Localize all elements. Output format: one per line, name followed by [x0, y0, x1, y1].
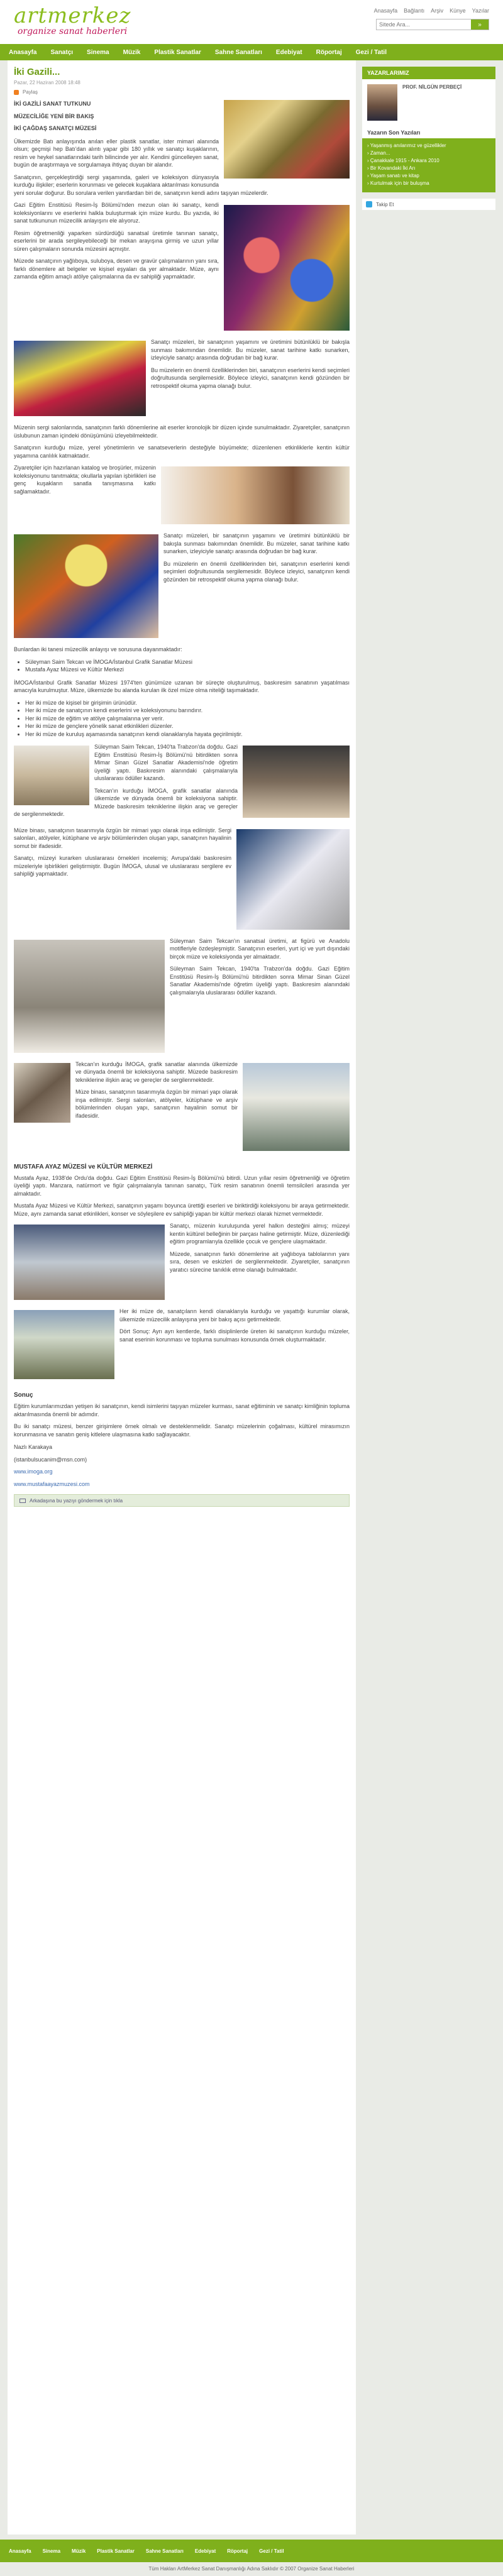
paragraph: Sanatçı, müzeyi kurarken uluslararası örnekleri incelemiş; Avrupa'daki baskıresim müzeleriyle işbirlikleri geliştirmiştir. Bugün İMOGA, ulusal ve uluslararası sergilere ev sahipliği yapmaktadır.: [14, 855, 231, 877]
list-item: • Her iki müze de kuruluş aşamasında sanatçının kendi olanaklarıyla hayata geçirilmiştir.: [25, 730, 350, 739]
paragraph: Mustafa Ayaz, 1938'de Ordu'da doğdu. Gazi Eğitim Enstitüsü Resim-İş Bölümü'nü bitirdi. Uzun yıllar resim öğretmenliği ve öğretim üyeliği yaptı. Manzara, natürmort ve figür çalışmalarıyla tanınan sanatçı, Türk resim sanatının önemli temsilcileri arasında yer almaktadır.: [14, 1174, 350, 1197]
top-links: [374, 8, 489, 14]
footer-link[interactable]: Sahne Sanatları: [145, 2548, 184, 2554]
footer-link[interactable]: Röportaj: [227, 2548, 248, 2554]
list-item: • Süleyman Saim Tekcan ve İMOGA/İstanbul Grafik Sanatlar Müzesi: [25, 658, 350, 666]
article-image: [243, 1063, 350, 1151]
paragraph: Süleyman Saim Tekcan'ın sanatsal üretimi, at figürü ve Anadolu motifleriyle özdeşleşmiştir. Sanatçının eserleri, yurt içi ve yurt dışındaki birçok müze ve koleksiyonda yer almaktadır.: [170, 937, 350, 960]
paragraph: Süleyman Saim Tekcan, 1940'ta Trabzon'da doğdu. Gazi Eğitim Enstitüsü Resim-İş Bölümü'nü bitirdikten sonra Mimar Sinan Güzel Sanatlar Akademisi'nde öğretim üyeliği yaptı. Baskıresim alanındaki çalışmalarıyla uluslararası ödüller kazandı.: [94, 744, 238, 781]
top-link[interactable]: Anasayfa: [373, 8, 398, 14]
paragraph: Tekcan'ın kurduğu İMOGA, grafik sanatlar alanında ülkemizde ve dünyada önemli bir koleksiyona sahiptir. Müzede baskıresim tekniklerine ilişkin araç ve gereçler de sergilenmektedir.: [14, 787, 238, 817]
nav-item-plastik-sanatlar[interactable]: Plastik Sanatlar: [154, 48, 201, 56]
conclusion-heading: Sonuç: [14, 1392, 33, 1399]
share-icon[interactable]: [14, 90, 19, 95]
nav-item-sahne-sanatlari[interactable]: Sahne Sanatları: [214, 48, 262, 56]
twitter-label: Takip Et: [376, 201, 394, 207]
nav-item-gezi-tatil[interactable]: Gezi / Tatil: [355, 48, 387, 56]
paragraph: Eğitim kurumlarımızdan yetişen iki sanatçının, kendi isimlerini taşıyan müzeler kurması, sanat eğitiminin ve sanatçı kimliğinin topluma aktarılmasında önemli bir adımdır.: [14, 1403, 350, 1417]
paragraph: Sanatçı müzeleri, bir sanatçının yaşamını ve üretimini bütünlüklü bir bakışla sunması bakımından önemlidir. Bu müzeler, sanat tarihine katkı sunarken, izleyiciyle sanatçı arasında doğrudan bir bağ kurar.: [163, 532, 350, 554]
author-box: [362, 67, 495, 192]
article-image: [14, 1225, 165, 1300]
logo[interactable]: [14, 5, 131, 36]
top-link[interactable]: Künye: [450, 8, 466, 14]
article-image: [236, 829, 350, 930]
email-icon: [19, 1499, 26, 1503]
list-item: • Her iki müze de gençlere yönelik sanat etkinlikleri düzenler.: [25, 722, 350, 730]
nav-item-sinema[interactable]: Sinema: [87, 48, 109, 56]
heading-line: MÜZECİLİĞE YENİ BİR BAKIŞ: [14, 113, 94, 119]
article-image: [243, 746, 350, 818]
list-item: • Her iki müze de eğitim ve atölye çalışmalarına yer verir.: [25, 715, 350, 723]
paragraph: Dört Sonuç: Ayrı ayrı kentlerde, farklı disiplinlerde üreten iki sanatçının kurduğu müzeler, sanat eserinin korunması ve topluma sunulması konusunda örnek oluşturmaktadır.: [119, 1328, 350, 1343]
museum-list: [25, 658, 350, 674]
link-imoga[interactable]: www.imoga.org: [14, 1468, 53, 1475]
paragraph: Ziyaretçiler için hazırlanan katalog ve broşürler, müzenin koleksiyonunu tanıtmakta; okullarla yapılan işbirlikleri ise genç kuşakların sanatla tanışmasına katkı sağlamaktadır.: [14, 465, 156, 495]
paragraph: Müzede, sanatçının farklı dönemlerine ait yağlıboya tablolarının yanı sıra, desen ve eskizleri de sergilenmektedir. Ziyaretçiler, sanatçının yaratıcı sürecine tanıklık etme olanağı bulmaktadır.: [170, 1250, 350, 1273]
top-link[interactable]: Bağlantı: [404, 8, 425, 14]
article-image: [14, 940, 165, 1053]
footer-link[interactable]: Edebiyat: [194, 2548, 216, 2554]
paragraph: Sanatçının, gerçekleştirdiği sergi yaşamında, galeri ve koleksiyon dünyasıyla kurduğu ilişkiler; eserlerin korunması ve gelecek kuşaklara aktarılması konusunda yeni sorular doğurur. Bu sorulara verilen yanıtlardan biri de, sanatçının kendi adını taşıyan müzelerdir.: [14, 173, 268, 196]
footer-link[interactable]: Plastik Sanatlar: [97, 2548, 135, 2554]
list-item: • Her iki müze de kişisel bir girişimin ürünüdür.: [25, 699, 350, 707]
article-image: [14, 746, 89, 805]
article-body: [14, 100, 350, 1507]
paragraph: Sanatçı, müzenin kuruluşunda yerel halkın desteğini almış; müzeyi kentin kültürel belleğinin bir parçası haline getirmiştir. Müze, düzenlediği eğitim programlarıyla özellikle çocuk ve gençlere ulaşmaktadır.: [170, 1223, 350, 1245]
logo-title: artmerkez: [14, 3, 131, 28]
author-link[interactable]: › Kurtulmak için bir buluşma: [367, 180, 429, 186]
list-item: • Her iki müze de sanatçının kendi eserlerini ve koleksiyonunu barındırır.: [25, 707, 350, 715]
search-button[interactable]: »: [471, 19, 489, 30]
top-link[interactable]: Yazılar: [472, 8, 489, 14]
author-name: PROF. NİLGÜN PERBEÇİ: [402, 84, 462, 90]
footer-link[interactable]: Gezi / Tatil: [259, 2548, 284, 2554]
author-card[interactable]: [362, 79, 495, 126]
article-image: [14, 341, 146, 416]
share-bar: [14, 89, 350, 95]
heading-line: İKİ ÇAĞDAŞ SANATÇI MÜZESİ: [14, 125, 97, 131]
footer-link[interactable]: Müzik: [72, 2548, 86, 2554]
paragraph: Tekcan'ın kurduğu İMOGA, grafik sanatlar alanında ülkemizde ve dünyada önemli bir koleksiyona sahiptir. Müzede baskıresim tekniklerine ilişkin araç ve gereçler de sergilenmektedir.: [75, 1060, 238, 1083]
author-box-heading: YAZARLARIMIZ: [362, 67, 495, 79]
share-label[interactable]: Paylaş: [23, 89, 38, 95]
author-link[interactable]: › Yaşam sanatı ve kitap: [367, 173, 419, 179]
copyright: Tüm Hakları ArtMerkez Sanat Danışmanlığı Adına Saklıdır © 2007 Organize Sanat Haberleri: [148, 2566, 355, 2572]
comparison-list: [25, 699, 350, 739]
paragraph: Bu müzelerin en önemli özelliklerinden biri, sanatçının eserlerini kendi seçimleri doğrultusunda sergilemesidir. Böylece izleyici, sanatçının kendi gözünden bir retrospektif okuma yapma olanağı bulur.: [163, 560, 350, 583]
header: [0, 0, 503, 44]
paragraph: Müze binası, sanatçının tasarımıyla özgün bir mimari yapı olarak inşa edilmiştir. Sergi salonları, atölyeler, kütüphane ve arşiv bölümlerinden oluşan yapı, sanatçının hayalinin somut bir ifadesidir.: [14, 827, 231, 849]
author-links: [362, 138, 495, 192]
paragraph: Sanatçının kurduğu müze, yerel yönetimlerin ve sanatseverlerin desteğiyle büyümekte; düzenlenen etkinliklerle kentin kültür yaşamına canlılık katmaktadır.: [14, 444, 350, 459]
paragraph: Süleyman Saim Tekcan, 1940'ta Trabzon'da doğdu. Gazi Eğitim Enstitüsü Resim-İş Bölümü'nü bitirdikten sonra Mimar Sinan Güzel Sanatlar Akademisi'nde öğretim üyeliği yaptı. Baskıresim alanındaki çalışmalarıyla uluslararası ödüller kazandı.: [170, 966, 350, 996]
author-link[interactable]: › Yaşanmış anılarımız ve güzellikler: [367, 143, 446, 148]
top-link[interactable]: Arşiv: [431, 8, 444, 14]
paragraph: Her iki müze de, sanatçıların kendi olanaklarıyla kurduğu ve yaşattığı kurumlar olarak, ülkemizde müzecilik anlayışına yeni bir bakış açısı getirmektedir.: [119, 1308, 350, 1323]
article-image: [224, 205, 350, 331]
paragraph: Bu iki sanatçı müzesi, benzer girişimlere örnek olmalı ve desteklenmelidir. Sanatçı müzelerinin çoğalması, kültürel mirasımızın korunmasına ve sanatın geniş kitlelere ulaşmasına katkı sağlayacaktır.: [14, 1423, 350, 1438]
author-name: Nazlı Karakaya: [14, 1444, 53, 1450]
search-input[interactable]: [377, 19, 471, 30]
article: [8, 60, 356, 2535]
send-to-friend-label: Arkadaşına bu yazıyı göndermek için tıkla: [30, 1497, 123, 1504]
article-image: [224, 100, 350, 179]
send-to-friend-bar[interactable]: [14, 1494, 350, 1507]
paragraph: Müze binası, sanatçının tasarımıyla özgün bir mimari yapı olarak inşa edilmiştir. Sergi salonları, atölyeler, kütüphane ve arşiv bölümlerinden oluşan yapı, sanatçının hayalinin somut bir ifadesidir.: [75, 1089, 238, 1119]
author-email[interactable]: (istanbulsucanim@msn.com): [14, 1456, 87, 1463]
list-item: • Mustafa Ayaz Müzesi ve Kültür Merkezi: [25, 666, 350, 674]
author-link[interactable]: › Zaman...: [367, 150, 390, 156]
paragraph: Gazi Eğitim Enstitüsü Resim-İş Bölümü'nden mezun olan iki sanatçı, kendi koleksiyonlarını ve eserlerini halkla buluşturmak için müze kurdu. Bu yazıda, iki sanat tutkununun müzecilik anlayışını ele alıyoruz.: [14, 202, 219, 224]
paragraph: Müzenin sergi salonlarında, sanatçının farklı dönemlerine ait eserler kronolojik bir düzen içinde sunulmaktadır. Ziyaretçiler, sanatçının üslubunun zaman içindeki dönüşümünü izleyebilmektedir.: [14, 424, 350, 439]
article-image: [161, 466, 350, 524]
paragraph: Sanatçı müzeleri, bir sanatçının yaşamını ve üretimini bütünlüklü bir bakışla sunması bakımından önemlidir. Bu müzeler, sanat tarihine katkı sunarken, izleyiciyle sanatçı arasında doğrudan bir bağ kurar.: [151, 339, 350, 361]
paragraph: Bu müzelerin en önemli özelliklerinden biri, sanatçının eserlerini kendi seçimleri doğrultusunda sergilemesidir. Böylece izleyici, sanatçının kendi gözünden bir retrospektif okuma yapma olanağı bulur.: [151, 366, 350, 389]
main-nav: [0, 44, 503, 60]
section-heading: MUSTAFA AYAZ MÜZESİ ve KÜLTÜR MERKEZİ: [14, 1163, 153, 1170]
paragraph: İMOGA/İstanbul Grafik Sanatlar Müzesi 1974'ten günümüze uzanan bir süreçte oluşturulmuş, baskıresim sanatının yaşatılması amacıyla kurulmuştur. Müze, ülkemizde bu alanda kurulan ilk özel müze olma niteliği taşımaktadır.: [14, 679, 350, 693]
article-date: Pazar, 22 Haziran 2008 18:48: [14, 80, 80, 85]
author-latest-heading: Yazarın Son Yazıları: [367, 129, 421, 136]
footer-link[interactable]: Sinema: [42, 2548, 61, 2554]
logo-subtitle: organize sanat haberleri: [18, 26, 128, 36]
twitter-box[interactable]: [362, 199, 495, 210]
sidebar: [362, 67, 495, 216]
paragraph: Müzede sanatçının yağlıboya, suluboya, desen ve gravür çalışmalarının yanı sıra, farklı dönemlere ait belgeler ve kişisel eşyaları da yer almaktadır. Müze, aynı zamanda eğitim amaçlı atölye çalışmalarına da ev sahipliği yapmaktadır.: [14, 258, 219, 280]
nav-item-roportaj[interactable]: Röportaj: [316, 48, 342, 56]
article-image: [14, 1063, 70, 1123]
footer-link[interactable]: Anasayfa: [9, 2548, 31, 2554]
paragraph: Ülkemizde Batı anlayışında anılan eller plastik sanatlar, ister mimari alanında olsun; geçmişi hep Batı'dan alıntı yapar gibi 180 yıllık ve sanatçı kuşaklarının, resim ve heykel sanatlarındaki tarih bilincinde yer alır. Kendini güncelleyen sanat, bugün de araştırmaya ve sorgulamaya ihtiyaç duyan bir alandır.: [14, 138, 219, 168]
author-link[interactable]: › Bir Kovandaki İki Arı: [367, 165, 416, 171]
link-mustafa-ayaz[interactable]: www.mustafaayazmuzesi.com: [14, 1480, 90, 1487]
list-intro: Bunlardan iki tanesi müzecilik anlayışı ve sorusuna dayanmaktadır:: [14, 646, 182, 652]
article-image: [14, 1310, 114, 1379]
article-title: İki Gazili...: [14, 67, 60, 77]
nav-item-anasayfa[interactable]: Anasayfa: [9, 48, 37, 56]
nav-item-sanatci[interactable]: Sanatçı: [50, 48, 74, 56]
article-image: [14, 534, 158, 638]
twitter-icon: [366, 201, 372, 207]
author-link[interactable]: › Çanakkale 1915 - Ankara 2010: [367, 158, 439, 163]
nav-item-edebiyat[interactable]: Edebiyat: [275, 48, 302, 56]
author-photo: [367, 84, 397, 121]
search-box: [376, 19, 489, 30]
paragraph: Resim öğretmenliği yaparken sürdürdüğü sanatsal üretimle tanınan sanatçı, eserlerini bir arada sergileyebileceği bir mekan arayışına girmiş ve uzun yıllar süren çalışmaların sonunda müzesini açmıştır.: [14, 229, 219, 252]
paragraph: Mustafa Ayaz Müzesi ve Kültür Merkezi, sanatçının yaşamı boyunca ürettiği eserleri ve biriktirdiği koleksiyonu bir araya getirmektedir. Müze, aynı zamanda sanat etkinlikleri, konser ve söyleşilere ev sahipliği yapan bir kültür merkezi olarak hizmet vermektedir.: [14, 1203, 350, 1217]
footer-nav: [0, 2540, 503, 2562]
heading-line: İKİ GAZİLİ SANAT TUTKUNU: [14, 101, 91, 107]
nav-item-muzik[interactable]: Müzik: [123, 48, 141, 56]
